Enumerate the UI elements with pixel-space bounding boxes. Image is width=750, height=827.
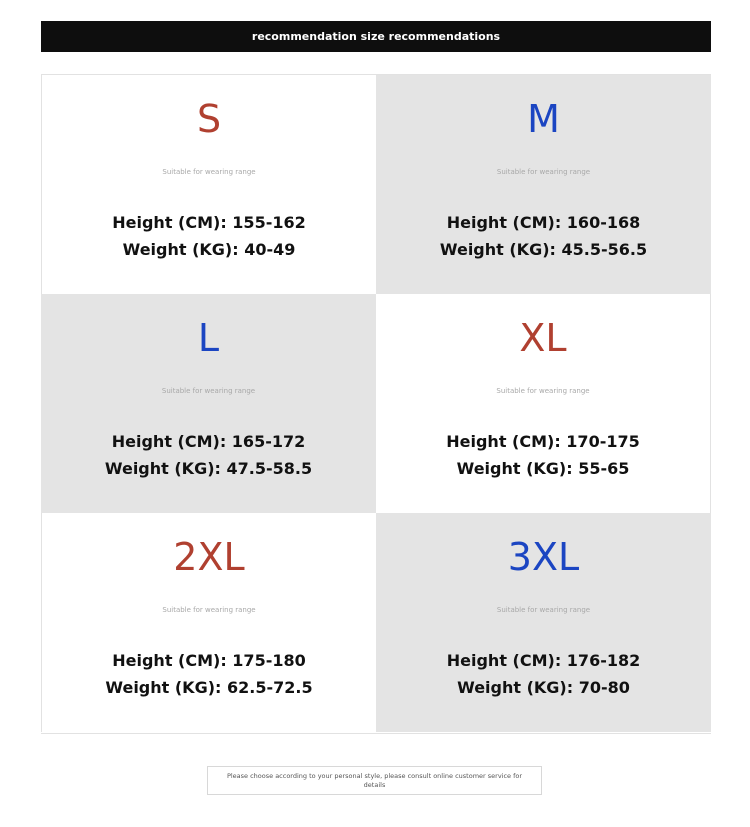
size-label: XL [519, 316, 567, 360]
height-range: Height (CM): 176-182 [446, 651, 641, 670]
size-label: 2XL [173, 535, 245, 579]
size-label: 3XL [507, 535, 580, 579]
size-label: M [527, 97, 560, 141]
range-caption: Suitable for wearing range [162, 168, 256, 176]
height-range: Height (CM): 175-180 [112, 651, 306, 670]
range-caption: Suitable for wearing range [161, 387, 256, 395]
height-range: Height (CM): 155-162 [112, 213, 306, 232]
weight-range: Weight (KG): 70-80 [457, 678, 630, 697]
weight-range: Weight (KG): 55-65 [456, 459, 630, 478]
weight-range: Weight (KG): 40-49 [122, 240, 296, 259]
height-range: Height (CM): 170-175 [446, 432, 640, 451]
footer-note [207, 766, 542, 795]
range-caption: Suitable for wearing range [162, 606, 256, 614]
size-chart-grid [41, 74, 711, 734]
size-card-xl [376, 294, 711, 513]
height-range: Height (CM): 165-172 [111, 432, 306, 451]
range-caption: Suitable for wearing range [496, 387, 590, 395]
size-card-m [376, 75, 711, 294]
range-caption: Suitable for wearing range [496, 606, 591, 614]
height-range: Height (CM): 160-168 [446, 213, 641, 232]
size-card-2xl [41, 513, 376, 732]
footer-note-text: Please choose according to your personal style, please consult online customer service for details [226, 772, 523, 789]
range-caption: Suitable for wearing range [496, 168, 591, 176]
page-title: recommendation size recommendations [251, 30, 501, 43]
size-card-s [41, 75, 376, 294]
size-label: S [196, 97, 222, 141]
size-label: L [197, 316, 220, 360]
weight-range: Weight (KG): 62.5-72.5 [105, 678, 313, 697]
weight-range: Weight (KG): 47.5-58.5 [104, 459, 313, 478]
size-card-3xl [376, 513, 711, 732]
weight-range: Weight (KG): 45.5-56.5 [439, 240, 648, 259]
page-title-bar [41, 21, 711, 52]
size-card-l [41, 294, 376, 513]
